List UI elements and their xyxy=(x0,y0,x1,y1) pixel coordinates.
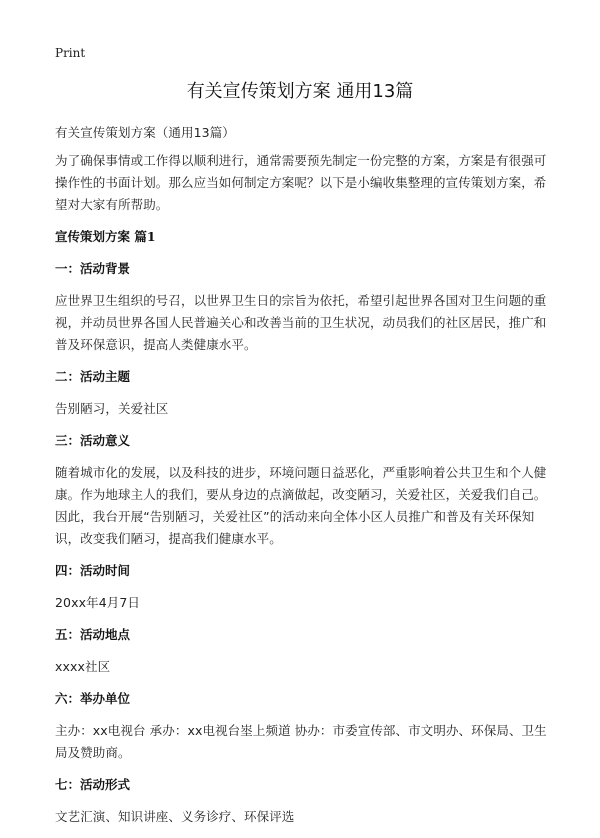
paragraph-theme: 告别陋习，关爱社区 xyxy=(55,401,169,416)
heading-background: 一：活动背景 xyxy=(55,261,131,276)
document-subtitle: 有关宣传策划方案（通用13篇） xyxy=(55,125,235,140)
heading-organizers: 六：举办单位 xyxy=(55,691,131,706)
paragraph-format: 文艺汇演、知识讲座、义务诊疗、环保评选 xyxy=(55,809,295,824)
intro-paragraph: 为了确保事情或工作得以顺利进行，通常需要预先制定一份完整的方案，方案是有很强可操作性的书面计划。那么应当如何制定方案呢？以下是小编收集整理的宣传策划方案，希望对大家有所帮助。 xyxy=(55,153,547,212)
page-title: 有关宣传策划方案 通用13篇 xyxy=(186,81,414,102)
print-link[interactable]: Print xyxy=(55,46,86,60)
paragraph-significance: 随着城市化的发展，以及科技的进步，环境问题日益恶化，严重影响着公共卫生和个人健康。作为地球主人的我们，要从身边的点滴做起，改变陋习，关爱社区，关爱我们自己。因此，我台开展“告别陋习，关爱社区”的活动来向全体小区人员推广和普及有关环保知识，改变我们陋习，提高我们健康水平。 xyxy=(55,465,547,546)
section-title: 宣传策划方案 篇1 xyxy=(55,229,156,244)
paragraph-organizers: 主办：xx电视台 承办：xx电视台埊上频道 协办：市委宣传部、市文明办、环保局、卫生局及赞助商。 xyxy=(55,723,547,760)
paragraph-background: 应世界卫生组织的号召，以世界卫生日的宗旨为依托，希望引起世界各国对卫生问题的重视，并动员世界各国人民普遍关心和改善当前的卫生状况，动员我们的社区居民，推广和普及环保意识，提高人类健康水平。 xyxy=(55,293,547,352)
heading-time: 四：活动时间 xyxy=(55,563,131,578)
heading-location: 五：活动地点 xyxy=(55,627,131,642)
paragraph-location: xxxx社区 xyxy=(55,659,111,674)
heading-significance: 三：活动意义 xyxy=(55,433,131,448)
paragraph-time: 20xx年4月7日 xyxy=(55,595,141,610)
document-body xyxy=(55,122,555,838)
heading-theme: 二：活动主题 xyxy=(55,369,131,384)
heading-format: 七：活动形式 xyxy=(55,777,131,792)
